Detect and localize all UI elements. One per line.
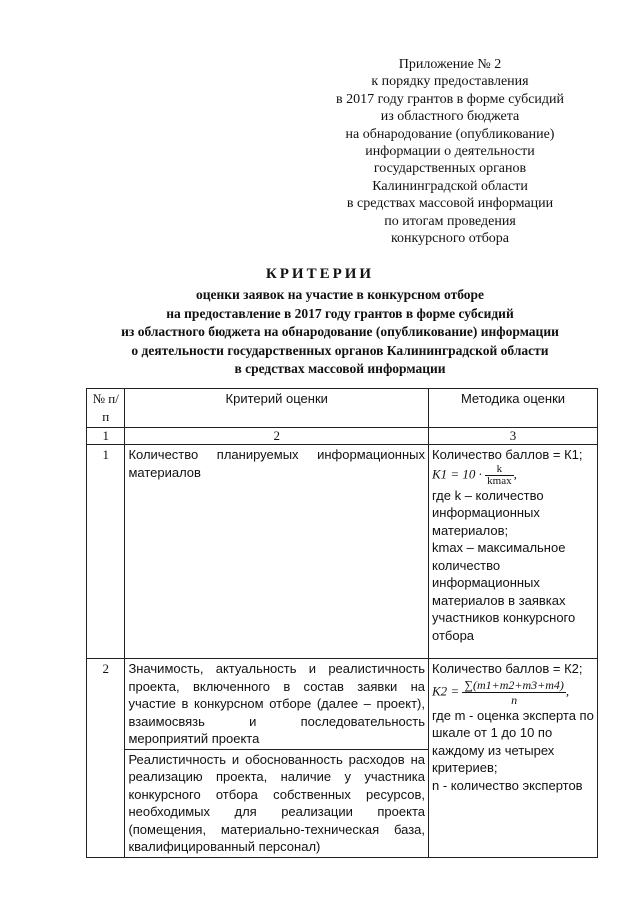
appendix-line: в 2017 году грантов в форме субсидий — [335, 91, 565, 107]
row-criterion: Количество планируемых информационных материалов — [125, 445, 429, 659]
formula-lhs: К2 = — [432, 682, 460, 698]
criterion-part: Реалистичность и обоснованность расходов на реализацию проекта, наличие у участника конкурсного отбора собственных ресурсов, необходимых для реализации проекта (помещения, материально-техническая база, квалифицированный персонал) — [125, 749, 428, 856]
formula-lhs: К1 = 10 · — [432, 465, 482, 481]
row-num: 1 — [87, 445, 125, 659]
subtitle-line: из областного бюджета на обнародование (опубликование) информации — [121, 324, 559, 340]
row-num: 2 — [87, 659, 125, 858]
appendix-line: из областного бюджета — [380, 109, 520, 125]
appendix-line: Приложение № 2 — [398, 57, 502, 72]
criteria-table — [86, 388, 598, 858]
appendix-header — [300, 56, 600, 247]
appendix-line: в средствах массовой информации — [346, 196, 554, 212]
formula-tail: , — [565, 682, 570, 698]
method-intro: Количество баллов = К2; — [432, 661, 583, 676]
appendix-line: по итогам проведения — [384, 213, 516, 229]
formula-denominator: kmax — [487, 474, 512, 487]
formula-denominator: n — [511, 692, 518, 707]
formula-k2 — [432, 678, 594, 707]
method-text: kmax – максимальное количество информационных материалов в заявках участников конкурсного отбора — [432, 540, 576, 643]
method-text: где k – количество информационных материалов; — [432, 487, 544, 538]
row-method — [429, 445, 598, 659]
formula-fraction — [462, 678, 566, 707]
row-criterion — [125, 659, 429, 858]
method-text: n - количество экспертов — [432, 777, 583, 793]
method-intro: Количество баллов = К1; — [432, 447, 583, 462]
column-number: 3 — [429, 428, 598, 445]
appendix-line: Калининградской области — [372, 178, 528, 194]
appendix-line: конкурсного отбора — [390, 231, 510, 247]
column-number-row — [87, 428, 598, 445]
subtitle-line: оценки заявок на участие в конкурсном отборе — [195, 287, 485, 302]
table-row — [87, 445, 598, 659]
formula-tail: , — [513, 465, 517, 481]
column-number: 2 — [125, 428, 429, 445]
appendix-line: на обнародование (опубликование) — [345, 126, 555, 142]
formula-fraction — [485, 464, 513, 487]
appendix-line: государственных органов — [373, 161, 527, 177]
table-row — [87, 659, 598, 858]
row-method — [429, 659, 598, 858]
appendix-line: информации о деятельности — [365, 144, 535, 160]
header-num: № п/п — [87, 389, 125, 428]
method-text: где m - оценка эксперта по шкале от 1 до 10 по каждому из четырех критериев; — [432, 707, 594, 775]
criterion-part: Значимость, актуальность и реалистичность проекта, включенного в состав заявки на участие в конкурсном отборе (далее – проект), взаимосвязь и последовательность мероприятий проекта — [128, 661, 425, 746]
document-subtitle — [60, 286, 620, 379]
formula-k1 — [432, 464, 594, 487]
formula-numerator: ∑(m1+m2+m3+m4) — [464, 677, 564, 692]
document-title: КРИТЕРИИ — [265, 266, 375, 282]
subtitle-line: на предоставление в 2017 году грантов в форме субсидий — [166, 305, 514, 321]
header-method: Методика оценки — [429, 389, 598, 428]
formula-numerator: k — [485, 464, 513, 476]
table-header-row — [87, 389, 598, 428]
subtitle-line: о деятельности государственных органов Калининградской области — [131, 342, 549, 358]
subtitle-line: в средствах массовой информации — [234, 361, 446, 377]
appendix-line: к порядку предоставления — [371, 74, 529, 90]
header-criterion: Критерий оценки — [125, 389, 429, 428]
column-number: 1 — [87, 428, 125, 445]
